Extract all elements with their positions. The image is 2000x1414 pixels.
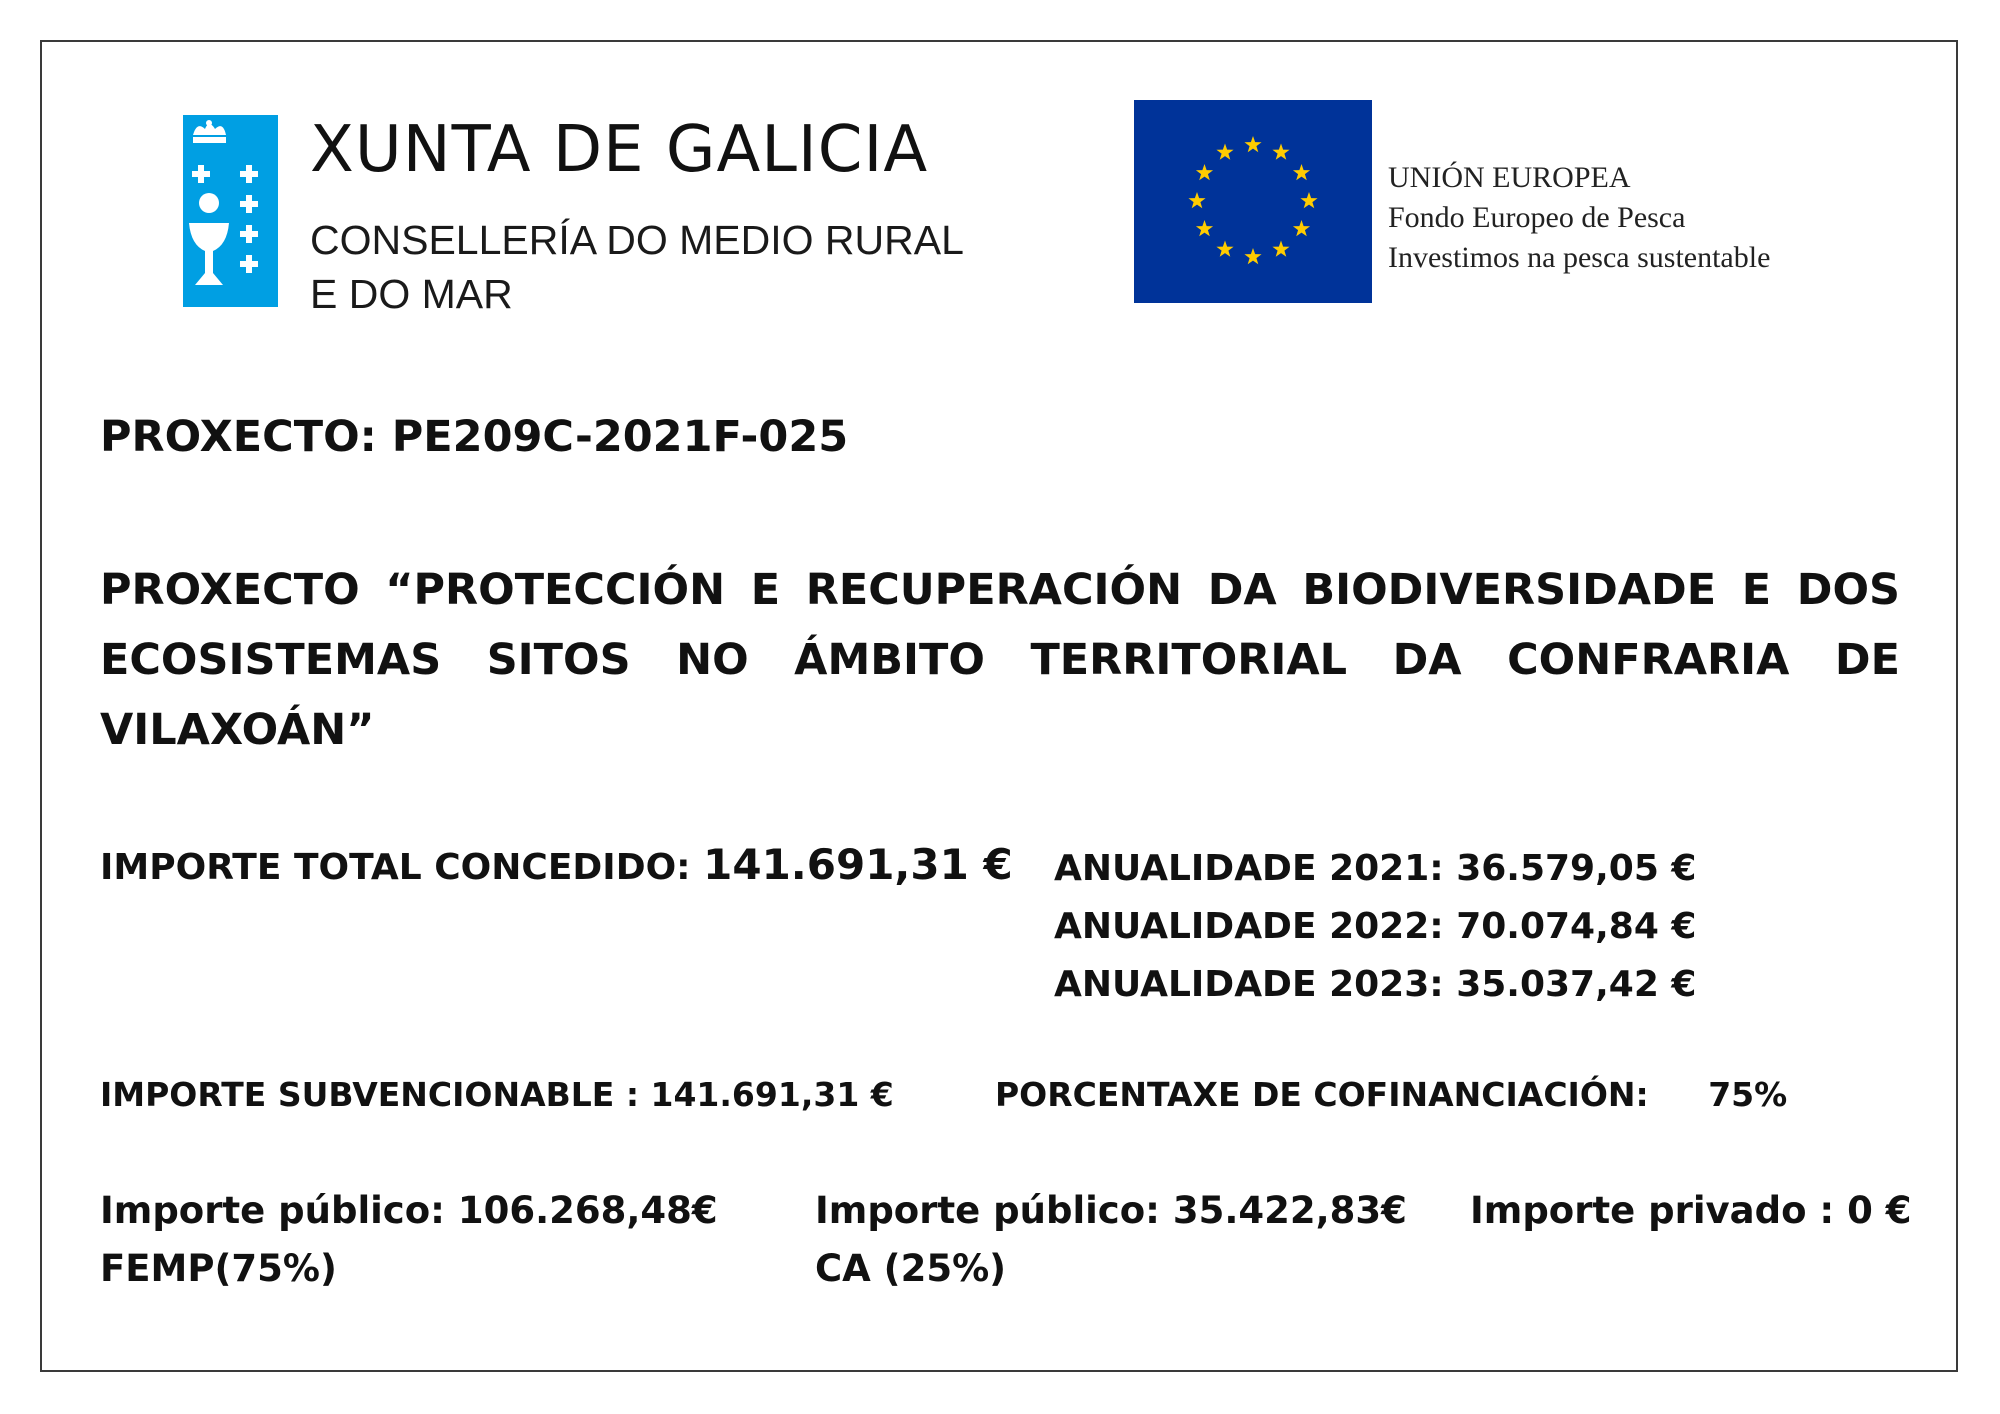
project-code: PROXECTO: PE209C-2021F-025 (100, 412, 849, 462)
importe-total-label: IMPORTE TOTAL CONCEDIDO: (100, 847, 691, 888)
importe-total-value: 141.691,31 € (703, 840, 1013, 889)
breakdown-private (1470, 1182, 1911, 1240)
cofinancing-value: 75% (1708, 1075, 1788, 1114)
eu-line-union: UNIÓN EUROPEA (1388, 161, 1631, 194)
ca-label: CA (25%) (815, 1247, 1007, 1290)
eu-flag-icon (1134, 100, 1372, 303)
annuities-list (1054, 840, 1696, 1014)
cofinancing (995, 1075, 1787, 1114)
project-title: PROXECTO “PROTECCIÓN E RECUPERACIÓN DA BIODIVERSIDADE E DOS ECOSISTEMAS SITOS NO ÁMBITO TERRITORIAL DA CONFRARIA DE VILAXOÁN” (100, 565, 1900, 755)
private-amount: Importe privado : 0 € (1470, 1189, 1912, 1232)
annuity-2021: ANUALIDADE 2021: 36.579,05 € (1054, 848, 1697, 889)
xunta-emblem-icon (183, 115, 278, 307)
breakdown-femp (100, 1182, 718, 1298)
xunta-subtitle (310, 213, 1070, 321)
xunta-title: XUNTA DE GALICIA (310, 113, 929, 187)
importe-subvencionable: IMPORTE SUBVENCIONABLE : 141.691,31 € (100, 1075, 894, 1114)
importe-total (100, 840, 1013, 889)
ca-amount: Importe público: 35.422,83€ (815, 1189, 1407, 1232)
annuity-2023: ANUALIDADE 2023: 35.037,42 € (1054, 964, 1697, 1005)
xunta-subtitle-line2: E DO MAR (310, 271, 513, 317)
eu-flag (1134, 100, 1372, 303)
femp-label: FEMP(75%) (100, 1247, 337, 1290)
xunta-subtitle-line1: CONSELLERÍA DO MEDIO RURAL (310, 217, 964, 263)
femp-amount: Importe público: 106.268,48€ (100, 1189, 718, 1232)
eu-line-slogan: Investimos na pesca sustentable (1388, 241, 1771, 274)
breakdown-ca (815, 1182, 1407, 1298)
eu-text (1388, 158, 1770, 278)
xunta-logo (183, 115, 278, 307)
cofinancing-label: PORCENTAXE DE COFINANCIACIÓN: (995, 1075, 1649, 1114)
annuity-2022: ANUALIDADE 2022: 70.074,84 € (1054, 906, 1697, 947)
eu-line-fund: Fondo Europeo de Pesca (1388, 201, 1686, 234)
